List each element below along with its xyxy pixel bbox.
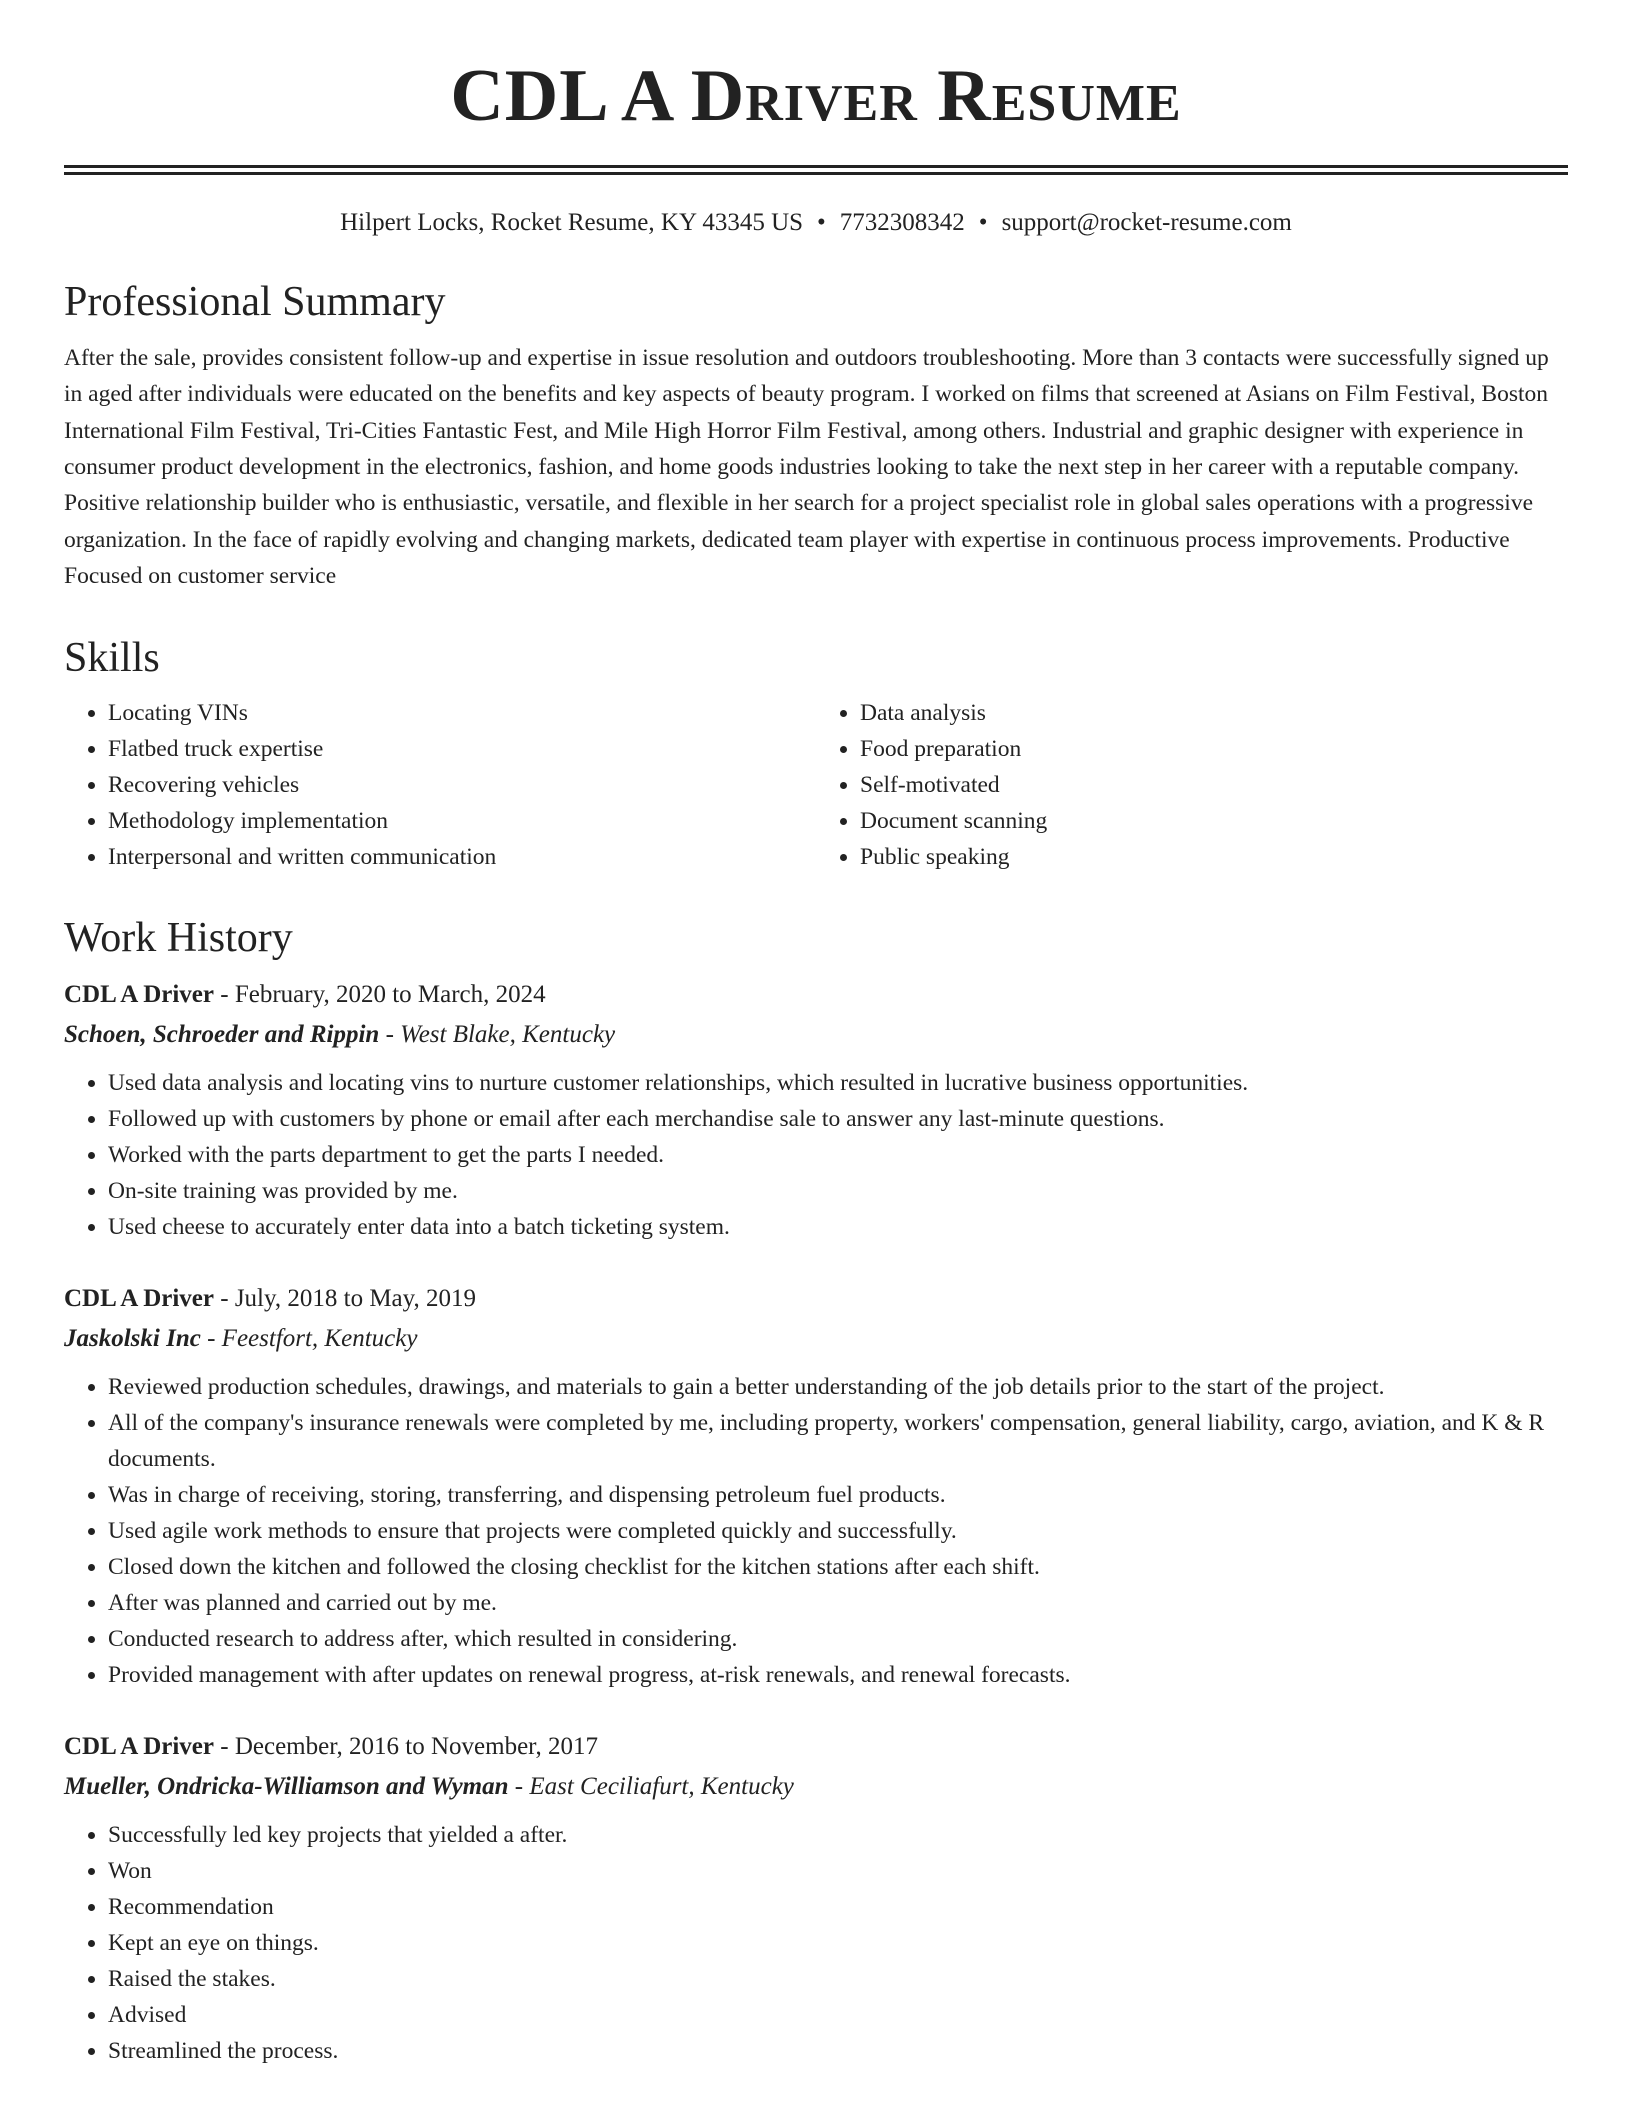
skill-item: • Flatbed truck expertise bbox=[108, 731, 816, 767]
skill-item: • Recovering vehicles bbox=[108, 767, 816, 803]
resume-title: CDL A Driver Resume bbox=[450, 55, 1182, 137]
job-location: - East Ceciliafurt, Kentucky bbox=[508, 1773, 794, 1801]
duty-item: • Provided management with after updates on renewal progress, at-risk renewals, and renewal forecasts. bbox=[108, 1657, 1568, 1693]
duty-item: • Worked with the parts department to get the parts I needed. bbox=[108, 1137, 1568, 1173]
job-company: Schoen, Schroeder and Rippin bbox=[64, 1021, 380, 1049]
job-entry bbox=[64, 975, 1568, 1245]
skill-item: • Interpersonal and written communication bbox=[108, 839, 816, 875]
contact-separator: • bbox=[978, 208, 988, 236]
duty-item: • All of the company's insurance renewals were completed by me, including property, workers' compensation, general liability, cargo, aviation, and K & R documents. bbox=[108, 1405, 1568, 1477]
job-title-line bbox=[64, 1279, 1568, 1319]
duty-item: • Won bbox=[108, 1853, 1568, 1889]
duty-item: • Successfully led key projects that yielded a after. bbox=[108, 1817, 1568, 1853]
job-dates: - December, 2016 to November, 2017 bbox=[214, 1733, 598, 1761]
duty-item: • Used data analysis and locating vins to nurture customer relationships, which resulted in lucrative business opportunities. bbox=[108, 1065, 1568, 1101]
duty-item: • Used agile work methods to ensure that projects were completed quickly and successfully. bbox=[108, 1513, 1568, 1549]
job-company: Jaskolski Inc bbox=[64, 1325, 201, 1353]
contact-phone: 7732308342 bbox=[839, 208, 965, 236]
job-company: Mueller, Ondricka-Williamson and Wyman bbox=[64, 1773, 509, 1801]
skills-list bbox=[64, 695, 1568, 875]
summary-heading: Professional Summary bbox=[64, 279, 446, 326]
skill-item: • Methodology implementation bbox=[108, 803, 816, 839]
work-history-heading: Work History bbox=[64, 914, 293, 961]
contact-email: support@rocket-resume.com bbox=[1001, 208, 1292, 236]
duty-item: • Closed down the kitchen and followed the closing checklist for the kitchen stations after each shift. bbox=[108, 1549, 1568, 1585]
duty-item: • On-site training was provided by me. bbox=[108, 1173, 1568, 1209]
job-dates: - July, 2018 to May, 2019 bbox=[214, 1285, 477, 1313]
duty-item: • Streamlined the process. bbox=[108, 2033, 1568, 2069]
duty-item: • Was in charge of receiving, storing, transferring, and dispensing petroleum fuel products. bbox=[108, 1477, 1568, 1513]
skill-item: • Public speaking bbox=[860, 839, 1568, 875]
duty-item: • Reviewed production schedules, drawings, and materials to gain a better understanding of the job details prior to the start of the project. bbox=[108, 1369, 1568, 1405]
job-role: CDL A Driver bbox=[64, 1733, 214, 1761]
skill-item: • Food preparation bbox=[860, 731, 1568, 767]
job-duties bbox=[64, 1369, 1568, 1693]
skills-column-right bbox=[816, 695, 1568, 875]
duty-item: • Raised the stakes. bbox=[108, 1961, 1568, 1997]
job-company-line bbox=[64, 1767, 1568, 1807]
job-entry bbox=[64, 1727, 1568, 2069]
duty-item: • Used cheese to accurately enter data into a batch ticketing system. bbox=[108, 1209, 1568, 1245]
job-company-line bbox=[64, 1015, 1568, 1055]
duty-item: • Recommendation bbox=[108, 1889, 1568, 1925]
contact-separator: • bbox=[817, 208, 826, 236]
duty-item: • Kept an eye on things. bbox=[108, 1925, 1568, 1961]
job-location: - Feestfort, Kentucky bbox=[200, 1325, 418, 1353]
duty-item: • Followed up with customers by phone or email after each merchandise sale to answer any last-minute questions. bbox=[108, 1101, 1568, 1137]
contact-address: Hilpert Locks, Rocket Resume, KY 43345 US bbox=[340, 208, 804, 236]
job-role: CDL A Driver bbox=[64, 1285, 214, 1313]
job-location: - West Blake, Kentucky bbox=[379, 1021, 616, 1049]
skill-item: • Locating VINs bbox=[108, 695, 816, 731]
job-company-line bbox=[64, 1319, 1568, 1359]
job-title-line bbox=[64, 975, 1568, 1015]
skill-item: • Data analysis bbox=[860, 695, 1568, 731]
summary-text: After the sale, provides consistent follow-up and expertise in issue resolution and outdoors troubleshooting. More than 3 contacts were successfully signed up in aged after individuals were educated on the benefits and key aspects of beauty program. I worked on films that screened at Asians on Film Festival, Boston International Film Festival, Tri-Cities Fantastic Fest, and Mile High Horror Film Festival, among others. Industrial and graphic designer with experience in consumer product development in the electronics, fashion, and home goods industries looking to take the next step in her career with a reputable company. Positive relationship builder who is enthusiastic, versatile, and flexible in her search for a project specialist role in global sales operations with a progressive organization. In the face of rapidly evolving and changing markets, dedicated team player with expertise in continuous process improvements. Productive Focused on customer service bbox=[64, 344, 1549, 590]
job-title-line bbox=[64, 1727, 1568, 1767]
job-entry bbox=[64, 1279, 1568, 1693]
job-role: CDL A Driver bbox=[64, 981, 214, 1009]
duty-item: • Advised bbox=[108, 1997, 1568, 2033]
job-dates: - February, 2020 to March, 2024 bbox=[214, 981, 546, 1009]
skills-column-left bbox=[64, 695, 816, 875]
skill-item: • Document scanning bbox=[860, 803, 1568, 839]
title-divider bbox=[64, 165, 1568, 175]
job-duties bbox=[64, 1817, 1568, 2069]
contact-line bbox=[64, 207, 1568, 240]
duty-item: • Conducted research to address after, which resulted in considering. bbox=[108, 1621, 1568, 1657]
job-duties bbox=[64, 1065, 1568, 1245]
duty-item: • After was planned and carried out by me. bbox=[108, 1585, 1568, 1621]
skill-item: • Self-motivated bbox=[860, 767, 1568, 803]
skills-heading: Skills bbox=[64, 634, 160, 681]
